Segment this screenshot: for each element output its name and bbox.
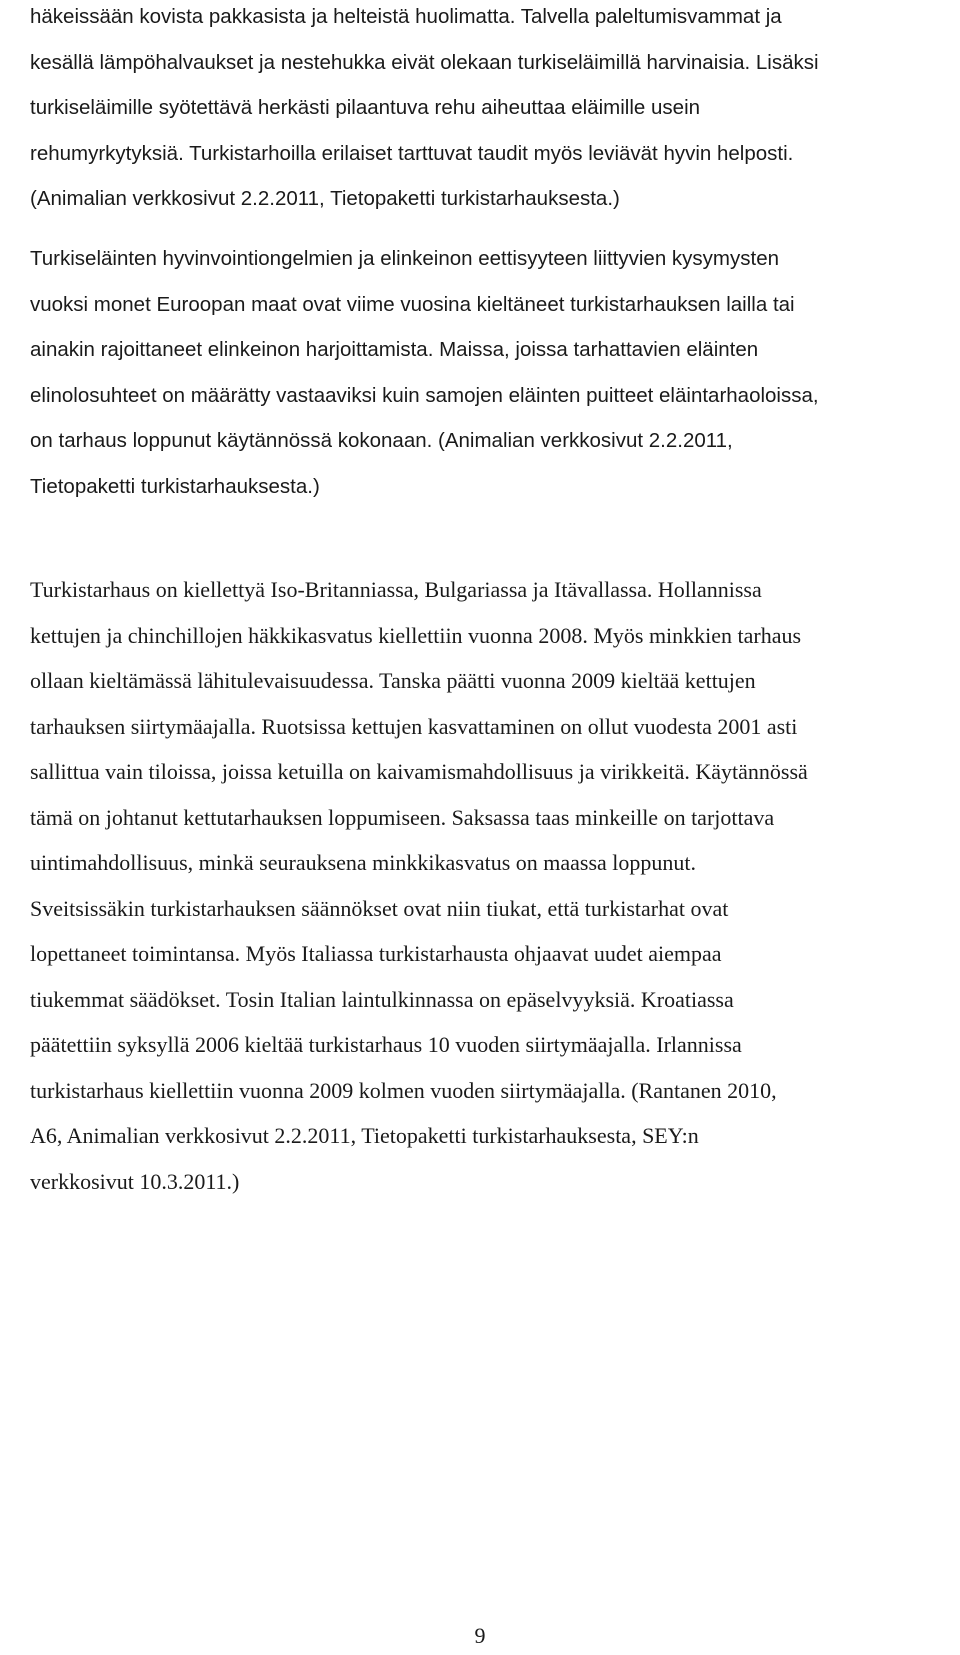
paragraph-line: kettujen ja chinchillojen häkkikasvatus kiellettiin vuonna 2008. Myös minkkien tarhaus — [30, 622, 802, 648]
paragraph-line: turkiseläimille syötettävä herkästi pilaantuva rehu aiheuttaa eläimille usein — [30, 96, 701, 119]
paragraph-line: uintimahdollisuus, minkä seurauksena minkkikasvatus on maassa loppunut. — [30, 850, 697, 875]
paragraph-line: tarhauksen siirtymäajalla. Ruotsissa kettujen kasvattaminen on ollut vuodesta 2001 asti — [30, 713, 798, 739]
paragraph-line: elinolosuhteet on määrätty vastaaviksi kuin samojen eläinten puitteet eläintarhaoloissa, — [30, 383, 819, 407]
paragraph-2 — [30, 236, 950, 509]
paragraph-line: Turkiseläinten hyvinvointiongelmien ja elinkeinon eettisyyteen liittyvien kysymysten — [30, 247, 779, 270]
paragraph-line: tiukemmat säädökset. Tosin Italian laintulkinnassa on epäselvyyksiä. Kroatiassa — [30, 986, 734, 1012]
paragraph-line: A6, Animalian verkkosivut 2.2.2011, Tietopaketti turkistarhauksesta, SEY:n — [30, 1123, 699, 1148]
paragraph-line: Sveitsissäkin turkistarhauksen säännökset ovat niin tiukat, että turkistarhat ovat — [30, 895, 729, 921]
paragraph-line: päätettiin syksyllä 2006 kieltää turkistarhaus 10 vuoden siirtymäajalla. Irlannissa — [30, 1032, 742, 1057]
paragraph-line: kesällä lämpöhalvaukset ja nestehukka eivät olekaan turkiseläimillä harvinaisia. Lisäksi — [30, 50, 819, 74]
paragraph-line: verkkosivut 10.3.2011.) — [30, 1168, 240, 1194]
paragraph-line: häkeissään kovista pakkasista ja helteistä huolimatta. Talvella paleltumisvammat ja — [30, 5, 782, 28]
paragraph-line: (Animalian verkkosivut 2.2.2011, Tietopaketti turkistarhauksesta.) — [30, 187, 620, 210]
paragraph-line: ollaan kieltämässä lähitulevaisuudessa. Tanska päätti vuonna 2009 kieltää kettujen — [30, 668, 756, 693]
paragraph-line: lopettaneet toimintansa. Myös Italiassa turkistarhausta ohjaavat uudet aiempaa — [30, 941, 722, 966]
paragraph-line: sallittua vain tiloissa, joissa ketuilla on kaivamismahdollisuus ja virikkeitä. Käytännössä — [30, 759, 808, 784]
paragraph-line: tämä on johtanut kettutarhauksen loppumiseen. Saksassa taas minkeille on tarjottava — [30, 804, 775, 830]
paragraph-line: rehumyrkytyksiä. Turkistarhoilla erilaiset tarttuvat taudit myös leviävät hyvin helposti. — [30, 141, 794, 165]
paragraph-line: ainakin rajoittaneet elinkeinon harjoittamista. Maissa, joissa tarhattavien eläinten — [30, 338, 759, 361]
paragraph-line: on tarhaus loppunut käytännössä kokonaan. (Animalian verkkosivut 2.2.2011, — [30, 429, 733, 452]
paragraph-line: turkistarhaus kiellettiin vuonna 2009 kolmen vuoden siirtymäajalla. (Rantanen 2010, — [30, 1077, 777, 1103]
paragraph-line: Turkistarhaus on kiellettyä Iso-Britanniassa, Bulgariassa ja Itävallassa. Hollannissa — [30, 577, 762, 602]
page-number: 9 — [474, 1623, 486, 1648]
paragraph-line: Tietopaketti turkistarhauksesta.) — [30, 474, 320, 498]
paragraph-1 — [30, 0, 950, 222]
paragraph-3 — [30, 567, 950, 1204]
paragraph-line: vuoksi monet Euroopan maat ovat viime vuosina kieltäneet turkistarhauksen lailla tai — [30, 292, 795, 316]
